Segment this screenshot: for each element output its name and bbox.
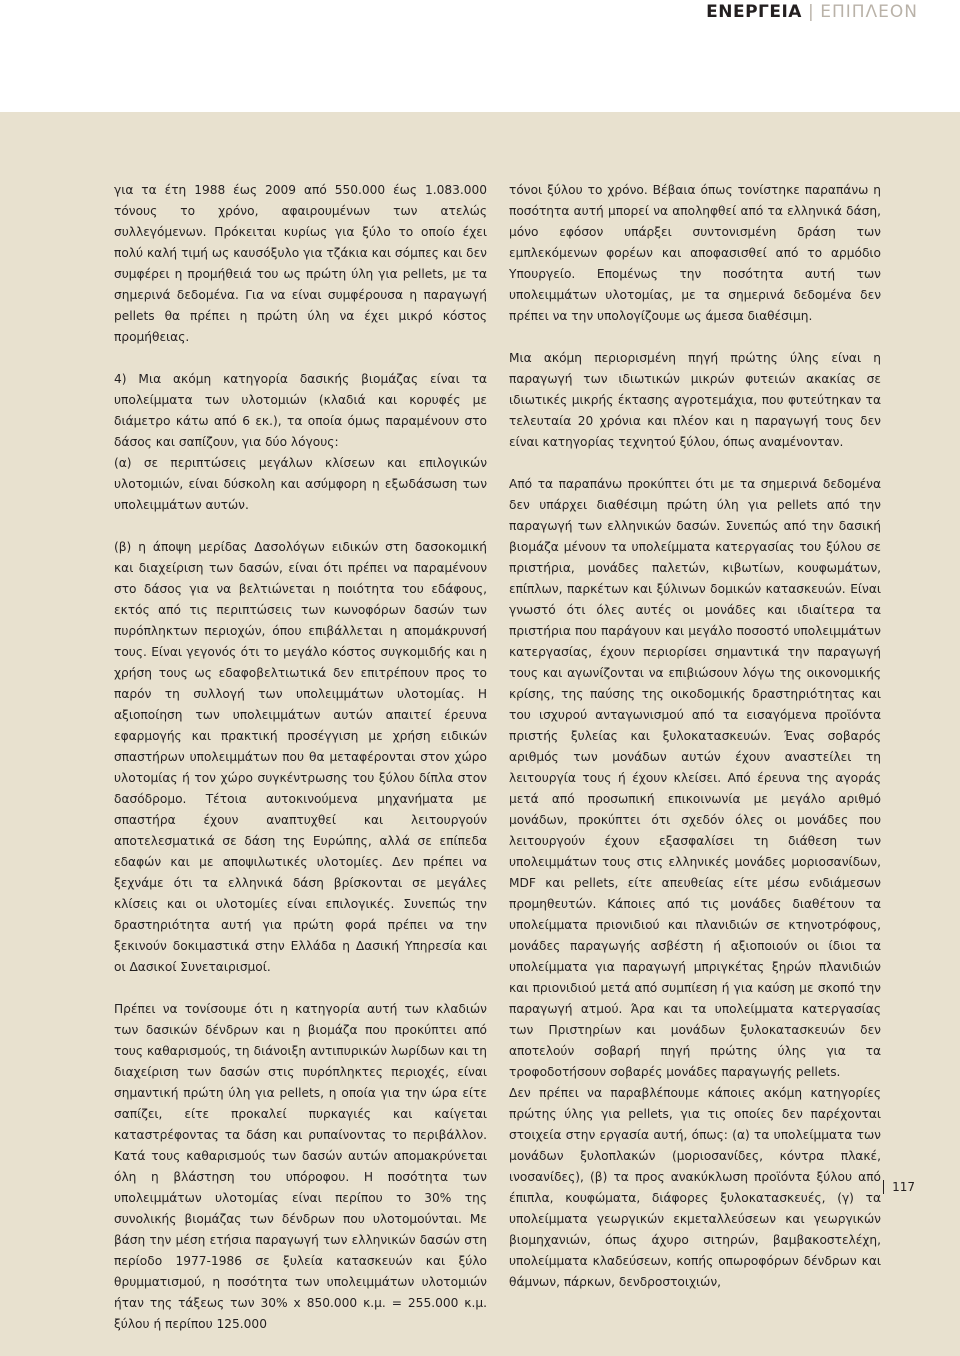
page-number: 117 bbox=[892, 1180, 915, 1194]
left-column bbox=[114, 180, 487, 1356]
paragraph: 4) Μια ακόμη κατηγορία δασικής βιομάζας είναι τα υπολείμματα των υλοτομιών (κλαδιά και κορυφές με διάμετρο κάτω από 6 εκ.), τα οποία όμως παραμένουν στο δάσος και σαπίζουν, για δύο λόγους: bbox=[114, 372, 487, 449]
page-number-rule bbox=[883, 1180, 885, 1194]
paragraph: για τα έτη 1988 έως 2009 από 550.000 έως 1.083.000 τόνους το χρόνο, αφαιρουμένων των ατελώς συλλεγόμενων. Πρόκειται κυρίως για ξύλο το οποίο έχει πολύ καλή τιμή ως καυσόξυλο για τζάκια και σόμπες και δεν συμφέρει η προμήθειά του ως πρώτη ύλη για pellets, με τα σημερινά δεδομένα. Για να είναι συμφέρουσα η παραγωγή pellets θα πρέπει η πρώτη ύλη να έχει μικρό κόστος προμήθειας. bbox=[114, 183, 487, 344]
paragraph: Μια ακόμη περιορισμένη πηγή πρώτης ύλης είναι η παραγωγή των ιδιωτικών μικρών φυτειών ακακίας σε ιδιωτικές μικρής έκτασης αγροτεμάχια, που φυτεύτηκαν τα τελευταία 20 χρόνια και πλέον και η παραγωγή τους δεν είναι κατηγορίας τεχνητού ξύλου, όπως αναμένονταν. bbox=[509, 351, 881, 449]
page-footer bbox=[883, 1180, 915, 1194]
header-band bbox=[0, 0, 960, 112]
paragraph: Από τα παραπάνω προκύπτει ότι με τα σημερινά δεδομένα δεν υπάρχει διαθέσιμη πρώτη ύλη για pellets από την παραγωγή των ελληνικών δασών. Συνεπώς από την δασική βιομάζα μένουν τα υπολείμματα κατεργασίας του ξύλου σε πριστήρια, μονάδες παλετών, κιβωτίων, κουφωμάτων, επίπλων, παρκέτων και ξύλινων δομικών κατασκευών. Είναι γνωστό ότι όλες αυτές οι μονάδες και ιδιαίτερα τα πριστήρια που παράγουν και μεγάλο ποσοστό υπολειμμάτων κατεργασίας, έχουν περιορίσει σημαντικά την παραγωγή τους και αγωνίζονται να επιβιώσουν λόγω της οικονομικής κρίσης, της παύσης της οικοδομικής δραστηριότητας και του ισχυρού ανταγωνισμού από τα εισαγόμενα προϊόντα πριστής ξυλείας και ξυλοκατασκευών. Ένας σοβαρός αριθμός των μονάδων αυτών έχουν αναστείλει τη λειτουργία τους ή έχουν κλείσει. Από έρευνα της αγοράς μετά από προσωπική επικοινωνία με μεγάλο αριθμό μονάδων, προκύπτει ότι σχεδόν όλες οι μονάδες που λειτουργούν έχουν εξασφαλίσει τη διάθεση των υπολειμμάτων τους στις ελληνικές μονάδες μοριοσανίδων, MDF και pellets, είτε απευθείας είτε μέσω ενδιάμεσων προμηθευτών. Κάποιες από τις μονάδες διαθέτουν τα υπολείμματα πριονιδιού και πλανιδιών σε κτηνοτρόφους, μονάδες παραγωγής ασβέστη ή αξιοποιούν οι ίδιοι τα υπολείμματα για παραγωγή μπριγκέτας ξηρών πλανιδιών και πριονιδιού μετά από συμπίεση ή για καύση με σκοπό την παραγωγή ατμού. Άρα και τα υπολείμματα κατεργασίας των Πριστηρίων και μονάδων ξυλοκατασκευών δεν αποτελούν σοβαρή πηγή πρώτης ύλης για τα τροφοδοτήσουν σοβαρές μονάδες παραγωγής pellets. bbox=[509, 477, 881, 1079]
paragraph: (α) σε περιπτώσεις μεγάλων κλίσεων και επιλογικών υλοτομιών, είναι δύσκολη και ασύμφορη η εξωδάσωση των υπολειμμάτων αυτών. bbox=[114, 456, 487, 512]
paragraph: Πρέπει να τονίσουμε ότι η κατηγορία αυτή των κλαδιών των δασικών δένδρων και η βιομάζα που προκύπτει από τους καθαρισμούς, τη διάνοιξη αντιπυρικών λωρίδων και τη διαχείριση των δασών στις πυρόπληκτες περιοχές, είναι σημαντική πρώτη ύλη για pellets, η οποία για την ώρα είτε σαπίζει, είτε προκαλεί πυρκαγιές και καίγεται καταστρέφοντας τα δάση και ρυπαίνοντας το περιβάλλον. Κατά τους καθαρισμούς των δασών αυτών απομακρύνεται όλη η βλάστηση του υπόροφου. Η ποσότητα των υπολειμμάτων υλοτομίας είναι περίπου το 30% της συνολικής βιομάζας των δένδρων που υλοτομούνται. Με βάση την μέση ετήσια παραγωγή των ελληνικών δασών στη περίοδο 1977-1986 σε ξυλεία κατασκευών και ξύλο θρυμματισμού, η ποσότητα των υπολειμμάτων υλοτομιών ήταν της τάξεως των 30% x 850.000 κ.μ. = 255.000 κ.μ. ξύλου ή περίπου 125.000 bbox=[114, 1002, 487, 1331]
paragraph: Δεν πρέπει να παραβλέπουμε κάποιες ακόμη κατηγορίες πρώτης ύλης για pellets, για τις οποίες δεν παρέχονται στοιχεία στην εργασία αυτή, όπως: (α) τα υπολείμματα των μονάδων ξυλοπλακών (μοριοσανίδες, κόντρα πλακέ, ινοσανίδες), (β) τα προς ανακύκλωση προϊόντα ξύλου από έπιπλα, κουφώματα, διάφορες ξυλοκατασκευές, (γ) τα υπολείμματα γεωργικών εκμεταλλεύσεων και γεωργικών βιομηχανιών, όπως άχυρο σιτηρών, βαμβακοστελέχη, υπολείμματα κλαδεύσεων, κοπής οπωροφόρων δένδρων και θάμνων, πάρκων, δενδροστοιχιών, bbox=[509, 1086, 881, 1289]
section-title: ΕΝΕΡΓΕΙΑ bbox=[706, 2, 802, 22]
paragraph: τόνοι ξύλου το χρόνο. Βέβαια όπως τονίστηκε παραπάνω η ποσότητα αυτή μπορεί να αποληφθεί από τα ελληνικά δάση, μόνο εφόσον υπάρξει συντονισμένη δράση των εμπλεκόμενων φορέων και αποφασισθεί από το αρμόδιο Υπουργείο. Επομένως την ποσότητα αυτή των υπολειμμάτων υλοτομίας, με τα σημερινά δεδομένα δεν πρέπει να την υπολογίζουμε ως άμεσα διαθέσιμη. bbox=[509, 183, 881, 323]
right-column bbox=[509, 180, 881, 1314]
running-header bbox=[706, 2, 918, 22]
header-separator: | bbox=[807, 2, 815, 22]
subsection-title: ΕΠΙΠΛΕΟΝ bbox=[820, 2, 918, 22]
paragraph: (β) η άποψη μερίδας Δασολόγων ειδικών στη δασοκομική και διαχείριση των δασών, είναι ότι πρέπει να παραμένουν στο δάσος για να βελτιώνεται η ποιότητα του εδάφους, εκτός από τις περιπτώσεις των κωνοφόρων δασών των πυρόπληκτων περιοχών, όπου επιβάλλεται η απομάκρυνσή τους. Είναι γεγονός ότι το μεγάλο κόστος συγκομιδής και η χρήση τους ως εδαφοβελτιωτικά δεν επιτρέπουν προς το παρόν τη συλλογή των υπολειμμάτων υλοτομίας. Η αξιοποίηση των υπολειμμάτων αυτών απαιτεί έρευνα εφαρμογής και πρακτική προσέγγιση με χρήση ειδικών σπαστήρων υπολειμμάτων που θα μεταφέρονται στον χώρο υλοτομίας ή τον χώρο συγκέντρωσης του ξύλου δίπλα στον δασόδρομο. Τέτοια αυτοκινούμενα μηχανήματα με σπαστήρα έχουν αναπτυχθεί και λειτουργούν αποτελεσματικά σε δάση της Ευρώπης, αλλά σε επίπεδα εδαφών και με αποψιλωτικές υλοτομίες. Δεν πρέπει να ξεχνάμε ότι τα ελληνικά δάση βρίσκονται σε μεγάλες κλίσεις και οι υλοτομίες είναι επιλογικές. Συνεπώς την δραστηριότητα αυτή για πρώτη φορά πρέπει να την ξεκινούν δοκιμαστικά στην Ελλάδα η Δασική Υπηρεσία και οι Δασικοί Συνεταιρισμοί. bbox=[114, 540, 487, 974]
